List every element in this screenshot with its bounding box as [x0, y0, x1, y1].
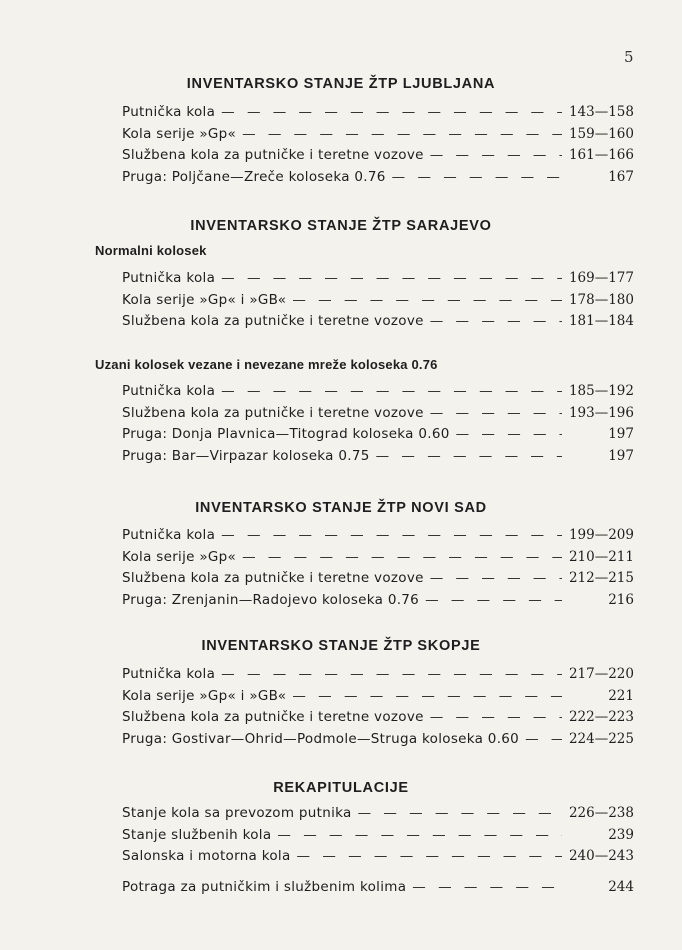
dot-leader — [297, 848, 562, 864]
dot-leader — [425, 592, 562, 608]
entry-label: Službena kola za putničke i teretne vozove — [122, 147, 424, 163]
dot-leader — [221, 383, 562, 399]
subheading-normal-gauge: Normalni kolosek — [95, 243, 207, 258]
toc-entry[interactable] — [122, 879, 634, 901]
toc-entry[interactable] — [122, 709, 634, 731]
section-title-skopje: INVENTARSKO STANJE ŽTP SKOPJE — [201, 638, 481, 654]
entry-pages: 161—166 — [568, 147, 634, 163]
entry-pages: 199—209 — [568, 527, 634, 543]
entry-pages: 239 — [608, 826, 634, 843]
dot-leader — [430, 147, 562, 163]
dot-leader — [430, 313, 562, 329]
entry-label: Stanje službenih kola — [122, 826, 272, 843]
entry-label: Stanje kola sa prevozom putnika — [122, 805, 352, 821]
entry-pages: 181—184 — [568, 313, 634, 329]
entry-label: Pruga: Zrenjanin—Radojevo koloseka 0.76 — [122, 591, 420, 608]
toc-list-final — [122, 879, 634, 901]
toc-entry[interactable] — [122, 169, 634, 191]
entry-label: Kola serije »Gp« i »GB« — [122, 291, 287, 308]
toc-entry[interactable] — [122, 805, 634, 827]
dot-leader — [412, 879, 562, 895]
entry-label: Putnička kola — [122, 383, 216, 399]
entry-label: Putnička kola — [122, 527, 216, 543]
entry-pages: 159—160 — [568, 125, 634, 142]
toc-entry[interactable] — [122, 147, 634, 169]
entry-label: Kola serije »Gp« i »GB« — [122, 687, 287, 704]
dot-leader — [277, 827, 562, 843]
entry-label: Pruga: Bar—Virpazar koloseka 0.75 — [122, 447, 370, 464]
toc-entry[interactable] — [122, 527, 634, 549]
entry-label: Salonska i motorna kola — [122, 848, 291, 864]
toc-entry[interactable] — [122, 848, 634, 870]
section-title-novi-sad: INVENTARSKO STANJE ŽTP NOVI SAD — [195, 500, 487, 516]
entry-pages: 244 — [608, 879, 634, 895]
toc-entry[interactable] — [122, 270, 634, 292]
entry-pages: 169—177 — [568, 270, 634, 286]
dot-leader — [292, 292, 562, 308]
entry-pages: 221 — [608, 687, 634, 704]
toc-entry[interactable] — [122, 292, 634, 314]
toc-entry[interactable] — [122, 688, 634, 710]
toc-entry[interactable] — [122, 448, 634, 470]
entry-pages: 224—225 — [568, 730, 634, 747]
toc-entry[interactable] — [122, 592, 634, 614]
toc-entry[interactable] — [122, 104, 634, 126]
entry-label: Službena kola za putničke i teretne vozove — [122, 570, 424, 586]
entry-pages: 185—192 — [568, 383, 634, 399]
dot-leader — [376, 448, 562, 464]
entry-label: Putnička kola — [122, 666, 216, 682]
entry-label: Pruga: Poljčane—Zreče koloseka 0.76 — [122, 168, 386, 185]
toc-entry[interactable] — [122, 827, 634, 849]
entry-label: Kola serije »Gp« — [122, 548, 237, 565]
dot-leader — [221, 270, 562, 286]
entry-label: Službena kola za putničke i teretne vozove — [122, 709, 424, 725]
entry-pages: 226—238 — [568, 805, 634, 821]
toc-list-sarajevo-narrow — [122, 383, 634, 469]
entry-pages: 216 — [608, 591, 634, 608]
toc-list-ljubljana — [122, 104, 634, 190]
dot-leader — [430, 405, 562, 421]
dot-leader — [292, 688, 562, 704]
toc-entry[interactable] — [122, 570, 634, 592]
section-title-sarajevo: INVENTARSKO STANJE ŽTP SARAJEVO — [190, 218, 492, 234]
entry-label: Službena kola za putničke i teretne vozove — [122, 404, 424, 421]
entry-label: Potraga za putničkim i službenim kolima — [122, 879, 407, 895]
entry-pages: 143—158 — [568, 104, 634, 120]
toc-entry[interactable] — [122, 426, 634, 448]
toc-entry[interactable] — [122, 383, 634, 405]
entry-pages: 167 — [608, 168, 634, 185]
entry-label: Kola serije »Gp« — [122, 125, 237, 142]
entry-pages: 193—196 — [568, 404, 634, 421]
dot-leader — [221, 527, 562, 543]
entry-label: Pruga: Gostivar—Ohrid—Podmole—Struga koloseka 0.60 — [122, 730, 520, 747]
entry-pages: 217—220 — [568, 666, 634, 682]
subheading-narrow-gauge: Uzani kolosek vezane i nevezane mreže koloseka 0.76 — [95, 357, 438, 372]
toc-entry[interactable] — [122, 313, 634, 335]
entry-pages: 210—211 — [568, 548, 634, 565]
entry-label: Putnička kola — [122, 104, 216, 120]
toc-list-rekapitulacije — [122, 805, 634, 870]
dot-leader — [242, 126, 562, 142]
dot-leader — [221, 666, 562, 682]
toc-entry[interactable] — [122, 731, 634, 753]
dot-leader — [392, 169, 562, 185]
entry-pages: 197 — [608, 447, 634, 464]
dot-leader — [525, 731, 562, 747]
toc-list-sarajevo-normal — [122, 270, 634, 335]
dot-leader — [456, 426, 562, 442]
dot-leader — [430, 570, 562, 586]
dot-leader — [358, 805, 562, 821]
section-title-ljubljana: INVENTARSKO STANJE ŽTP LJUBLJANA — [186, 76, 496, 92]
entry-label: Putnička kola — [122, 270, 216, 286]
toc-entry[interactable] — [122, 549, 634, 571]
entry-label: Službena kola za putničke i teretne vozove — [122, 313, 424, 329]
entry-pages: 178—180 — [568, 291, 634, 308]
toc-entry[interactable] — [122, 405, 634, 427]
dot-leader — [221, 104, 562, 120]
toc-list-novi-sad — [122, 527, 634, 613]
toc-list-skopje — [122, 666, 634, 752]
entry-pages: 240—243 — [568, 848, 634, 864]
dot-leader — [242, 549, 562, 565]
page-number: 5 — [624, 48, 634, 66]
entry-label: Pruga: Donja Plavnica—Titograd koloseka 0.60 — [122, 426, 450, 442]
entry-pages: 222—223 — [568, 709, 634, 725]
section-title-rekapitulacije: REKAPITULACIJE — [273, 780, 409, 796]
entry-pages: 212—215 — [568, 570, 634, 586]
dot-leader — [430, 709, 562, 725]
entry-pages: 197 — [608, 426, 634, 442]
toc-entry[interactable] — [122, 666, 634, 688]
toc-entry[interactable] — [122, 126, 634, 148]
